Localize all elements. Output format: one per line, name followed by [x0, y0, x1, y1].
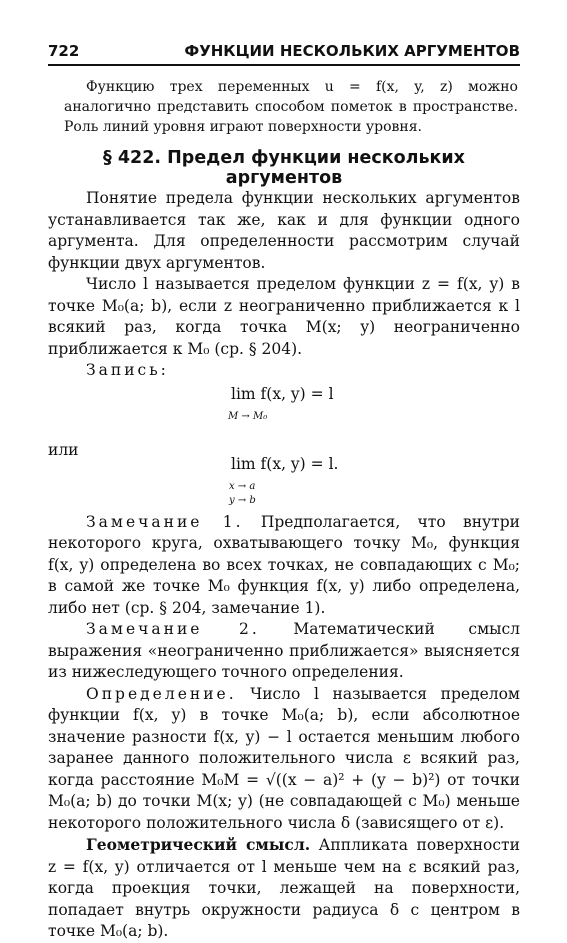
formula2-sub-y: y → b: [229, 494, 256, 506]
remark-2-text: Математический смысл выражения «неограниченно приближается» выясняется из нижеследующего точного определения.: [48, 620, 520, 681]
formula2-main: lim f(x, y) = l.: [231, 454, 339, 473]
formula-limit-xy: [48, 436, 520, 512]
running-title: ФУНКЦИИ НЕСКОЛЬКИХ АРГУМЕНТОВ: [184, 42, 520, 60]
formula2-sub-x: x → a: [229, 480, 256, 492]
zapis-label: Запись:: [86, 361, 169, 379]
intro-paragraph: [64, 77, 518, 137]
remark-1-label: Замечание 1.: [86, 512, 244, 531]
formula1-sub: M → M₀: [228, 410, 268, 422]
intro-text: Функцию трех переменных u = f(x, y, z) можно аналогично представить способом пометок в пространстве. Роль линий уровня играют поверхности уровня.: [64, 79, 518, 135]
remark-1: [48, 512, 520, 620]
formula-limit-m: [48, 382, 520, 436]
section-body: [48, 188, 520, 943]
remark-1-text: Предполагается, что внутри некоторого круга, охватывающего точку M₀, функция f(x, y) определена во всех точках, не совпадающих с M₀; в самой же точке M₀ функция f(x, y) либо определена, либо нет (ср. § 204, замечание 1).: [48, 512, 520, 617]
definition-label: Определение.: [86, 684, 237, 703]
page-number: 722: [48, 42, 80, 60]
section-title: § 422. Предел функции нескольких аргументов: [103, 148, 465, 188]
definition: [48, 684, 520, 835]
paragraph-concept: Понятие предела функции нескольких аргументов устанавливается так же, как и для функции одного аргумента. Для определенности рассмотрим случай функции двух аргументов.: [48, 189, 520, 272]
page-header: [48, 40, 520, 62]
header-rule: [48, 64, 520, 66]
or-word: или: [48, 440, 79, 459]
remark-2-label: Замечание 2.: [86, 620, 260, 638]
geometric-meaning: [48, 834, 520, 943]
paragraph-limit-definition: Число l называется пределом функции z = f(x, y) в точке M₀(a; b), если z неограниченно приближается к l всякий раз, когда точка M(x; y) неограниченно приближается к M₀ (ср. § 204).: [48, 275, 520, 358]
remark-2: [48, 619, 520, 684]
geometric-meaning-text: Аппликата поверхности z = f(x, y) отличается от l меньше чем на ε всякий раз, когда проекция точки, лежащей на поверхности, попадает внутрь окружности радиуса δ с центром в точке M₀(a; b).: [48, 836, 520, 940]
formula1-main: lim f(x, y) = l: [231, 384, 334, 403]
definition-text: Число l называется пределом функции f(x, y) в точке M₀(a; b), если абсолютное значение разности f(x, y) − l остается меньшим любого заранее данного положительного числа ε всякий раз, когда расстояние M₀M = √((x − a)² + (y − b)²) от точки M₀(a; b) до точки M(x; y) (не совпадающей с M₀) меньше некоторого положительного числа δ (зависящего от ε).: [48, 684, 520, 832]
geometric-meaning-label: Геометрический смысл.: [86, 835, 311, 854]
